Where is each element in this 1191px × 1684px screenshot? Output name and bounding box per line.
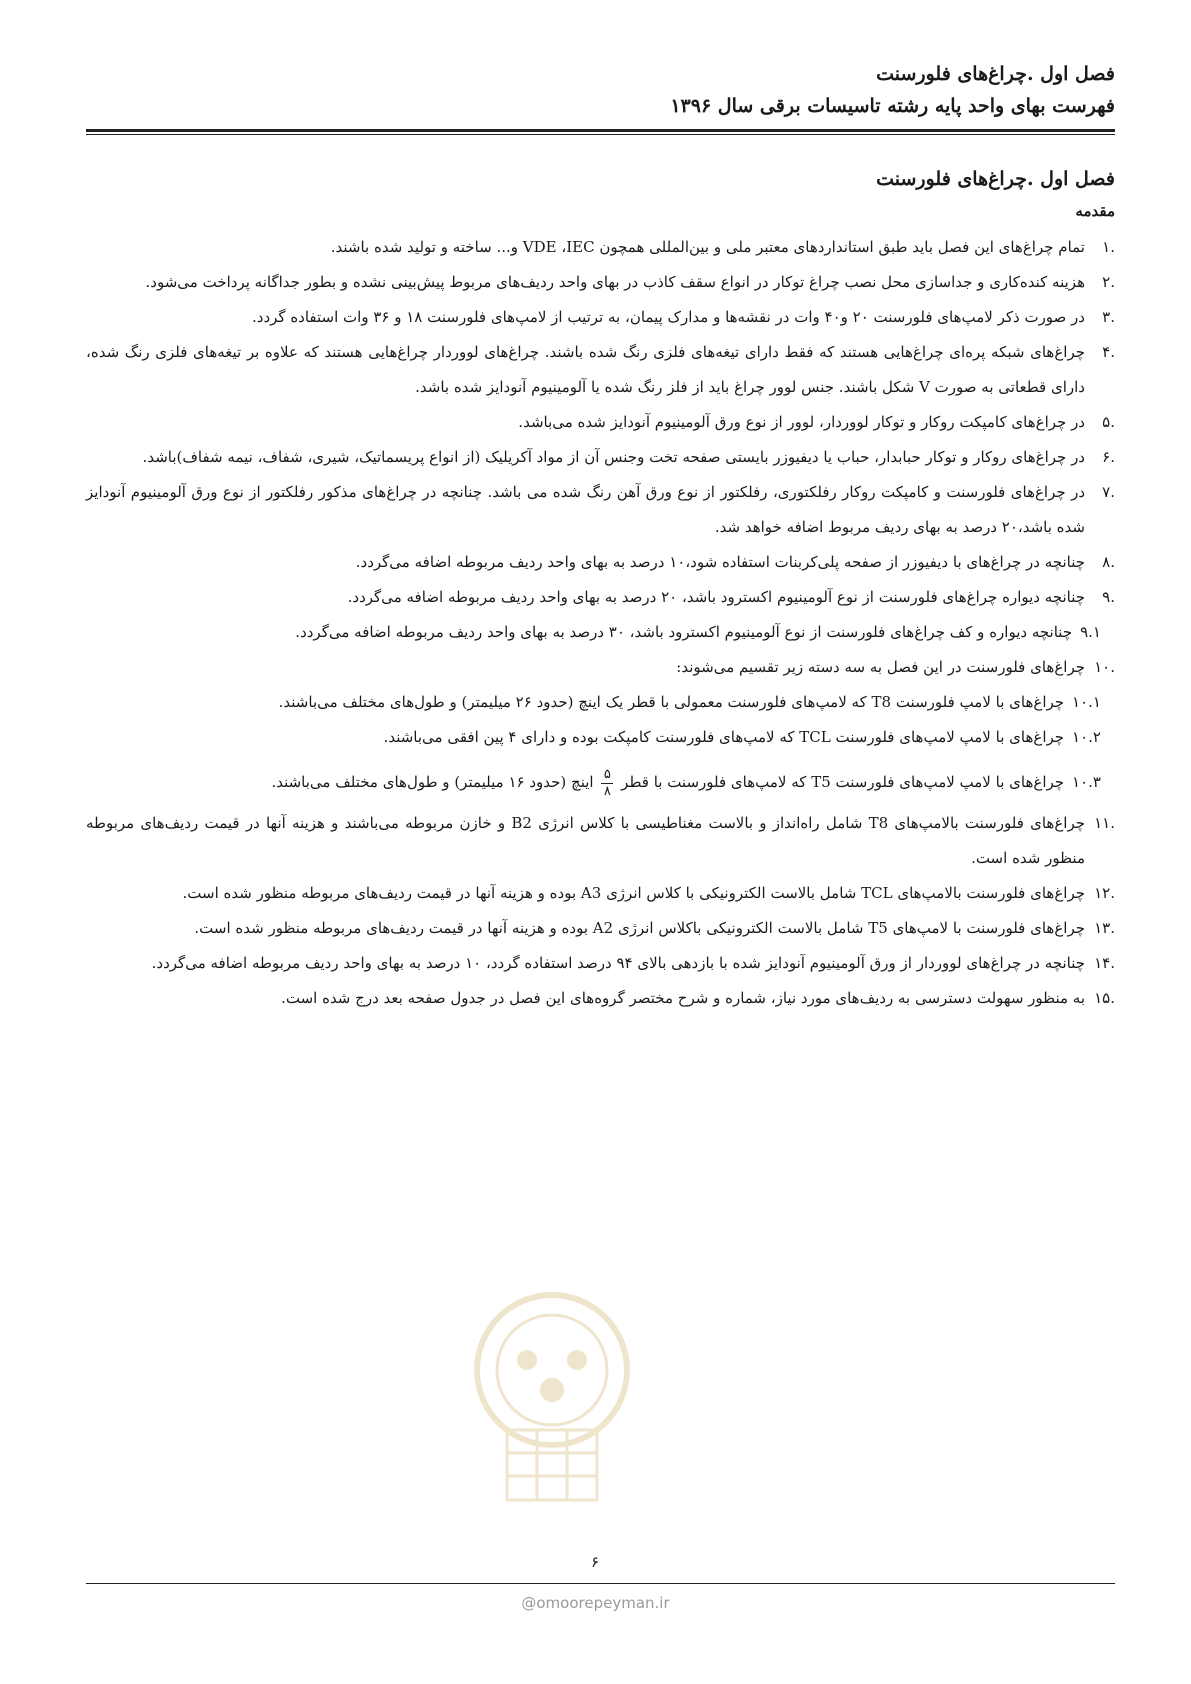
list-item [86, 300, 1115, 335]
item-number: .۱۵ [1094, 989, 1115, 1007]
main-content [86, 162, 1115, 1016]
watermark-logo-icon [437, 1280, 667, 1510]
list-item [86, 580, 1115, 615]
sub-item [86, 685, 1115, 720]
item-text: در صورت ذکر لامپ‌های فلورسنت ۲۰ و۴۰ وات در نقشه‌ها و مدارک پیمان، به ترتیب از لامپ‌های فلورسنت ۱۸ و ۳۶ وات استفاده گردد. [252, 308, 1085, 326]
sub-item [86, 720, 1115, 755]
sub-item-number: ۹.۱ [1080, 623, 1101, 641]
header-chapter: فصل اول .چراغ‌های فلورسنت [876, 63, 1115, 85]
intro-title: مقدمه [1075, 202, 1115, 220]
item-text: چنانچه در چراغ‌های با دیفیوزر از صفحه پلی‌کربنات استفاده شود،۱۰ درصد به بهای واحد ردیف مربوطه اضافه می‌گردد. [355, 553, 1085, 571]
item-text: به منظور سهولت دسترسی به ردیف‌های مورد نیاز، شماره و شرح مختصر گروه‌های این فصل در جدول صفحه بعد درج شده است. [281, 989, 1085, 1007]
fraction [601, 767, 613, 800]
item-number: .۱ [1102, 238, 1115, 256]
list-item [86, 265, 1115, 300]
item-text: در چراغ‌های کامپکت روکار و توکار لووردار، لوور از نوع ورق آلومینیوم آنودایز شده می‌باشد. [518, 413, 1085, 431]
item-text: تمام چراغ‌های این فصل باید طبق استانداردهای معتبر ملی و بین‌المللی همچون VDE ،IEC و... ساخته و تولید شده باشند. [330, 238, 1085, 256]
item-text: چراغ‌های شبکه پره‌ای چراغ‌هایی هستند که فقط دارای تیغه‌های فلزی رنگ شده باشند. چراغ‌های لووردار چراغ‌هایی هستند که علاوه بر تیغه‌های فلزی رنگ شده، دارای قطعاتی به صورت V شکل باشند. جنس لوور چراغ باید از فلز رنگ شده یا آلومینیوم آنودایز شده باشد. [86, 343, 1085, 396]
list-item [86, 335, 1115, 405]
sub-item-text: چنانچه دیواره و کف چراغ‌های فلورسنت از نوع آلومینیوم اکسترود باشد، ۳۰ درصد به بهای واحد ردیف مربوطه اضافه می‌گردد. [295, 623, 1073, 641]
footer-rule [86, 1583, 1115, 1584]
section-title: فصل اول .چراغ‌های فلورسنت [876, 168, 1115, 190]
list-item [86, 650, 1115, 685]
item-number: .۵ [1102, 413, 1115, 431]
fraction-numerator: ۵ [603, 766, 611, 782]
item-number: .۱۴ [1094, 954, 1115, 972]
item-number: .۲ [1102, 273, 1115, 291]
item-text: چراغ‌های فلورسنت بالامپ‌های T8 شامل راه‌انداز و بالاست مغناطیسی با کلاس انرژی B2 و خازن مربوطه می‌باشند و هزینه آنها در قیمت ردیف‌های مربوطه منظور شده است. [86, 814, 1085, 867]
item-number: .۱۲ [1094, 884, 1115, 902]
sub-item-text-before: چراغ‌های با لامپ لامپ‌های فلورسنت T5 که لامپ‌های فلورسنت با قطر [621, 773, 1065, 791]
list-item [86, 545, 1115, 580]
item-number: .۴ [1102, 343, 1115, 361]
sub-item-text-after: اینچ (حدود ۱۶ میلیمتر) و طول‌های مختلف می‌باشند. [271, 773, 594, 791]
list-item [86, 911, 1115, 946]
header-rule-thin [86, 134, 1115, 135]
site-url: @omoorepeyman.ir [521, 1594, 670, 1612]
item-number: .۶ [1102, 448, 1115, 466]
page-number: ۶ [590, 1553, 600, 1571]
item-text: هزینه کنده‌کاری و جداسازی محل نصب چراغ توکار در انواع سقف کاذب در بهای واحد ردیف‌های مربوط پیش‌بینی نشده و بطور جداگانه پرداخت می‌شود. [145, 273, 1085, 291]
item-number: .۷ [1102, 483, 1115, 501]
item-text: چراغ‌های فلورسنت با لامپ‌های T5 شامل بالاست الکترونیکی باکلاس انرژی A2 بوده و هزینه آنها در قیمت ردیف‌های مربوطه منظور شده است. [194, 919, 1085, 937]
item-number: .۱۱ [1094, 814, 1115, 832]
item-number: .۹ [1102, 588, 1115, 606]
sub-item-text: چراغ‌های با لامپ فلورسنت T8 که لامپ‌های فلورسنت معمولی با قطر یک اینچ (حدود ۲۶ میلیمتر) و طول‌های مختلف می‌باشند. [278, 693, 1065, 711]
sub-item-number: ۱۰.۱ [1072, 693, 1101, 711]
sub-item-text: چراغ‌های با لامپ لامپ‌های فلورسنت TCL که لامپ‌های فلورسنت کامپکت بوده و دارای ۴ پین افقی می‌باشند. [383, 728, 1065, 746]
fraction-denominator: ۸ [603, 783, 611, 799]
list-item [86, 981, 1115, 1016]
list-item [86, 440, 1115, 475]
list-item [86, 405, 1115, 440]
item-text: در چراغ‌های روکار و توکار حبابدار، حباب یا دیفیوزر بایستی صفحه تخت وجنس آن از مواد آکریلیک (از انواع پریسماتیک، شیری، شفاف، نیمه شفاف)باشد. [142, 448, 1085, 466]
list-item [86, 806, 1115, 876]
sub-item [86, 755, 1115, 800]
item-text: چنانچه در چراغ‌های لووردار از ورق آلومینیوم آنودایز شده با بازدهی بالای ۹۴ درصد استفاده گردد، ۱۰ درصد به بهای واحد ردیف مربوطه اضافه می‌گردد. [151, 954, 1085, 972]
item-number: .۱۰ [1094, 658, 1115, 676]
item-text: چراغ‌های فلورسنت بالامپ‌های TCL شامل بالاست الکترونیکی با کلاس انرژی A3 بوده و هزینه آنها در قیمت ردیف‌های مربوطه منظور شده است. [182, 884, 1085, 902]
item-number: .۸ [1102, 553, 1115, 571]
list-item [86, 230, 1115, 265]
item-text: در چراغ‌های فلورسنت و کامپکت روکار رفلکتوری، رفلکتور از نوع ورق آهن رنگ شده می باشد. چنانچه در چراغ‌های مذکور رفلکتور از نوع ورق آلومینیوم آنودایز شده باشد،۲۰ درصد به بهای ردیف مربوط اضافه خواهد شد. [86, 483, 1085, 536]
list-item [86, 946, 1115, 981]
sub-item-text [86, 765, 1064, 800]
page-header [75, 58, 1115, 122]
sub-item-number: ۱۰.۲ [1072, 728, 1101, 746]
item-number: .۱۳ [1094, 919, 1115, 937]
item-text: چنانچه دیواره چراغ‌های فلورسنت از نوع آلومینیوم اکسترود باشد، ۲۰ درصد به بهای واحد ردیف مربوطه اضافه می‌گردد. [347, 588, 1085, 606]
sub-item [86, 615, 1115, 650]
list-item [86, 876, 1115, 911]
sub-item-number: ۱۰.۳ [1072, 773, 1101, 791]
item-text: چراغ‌های فلورسنت در این فصل به سه دسته زیر تقسیم می‌شوند: [676, 658, 1085, 676]
header-rule [86, 129, 1115, 132]
item-number: .۳ [1102, 308, 1115, 326]
header-subtitle: فهرست بهای واحد پایه رشته تاسیسات برقی سال ۱۳۹۶ [670, 95, 1115, 117]
list-item [86, 475, 1115, 545]
